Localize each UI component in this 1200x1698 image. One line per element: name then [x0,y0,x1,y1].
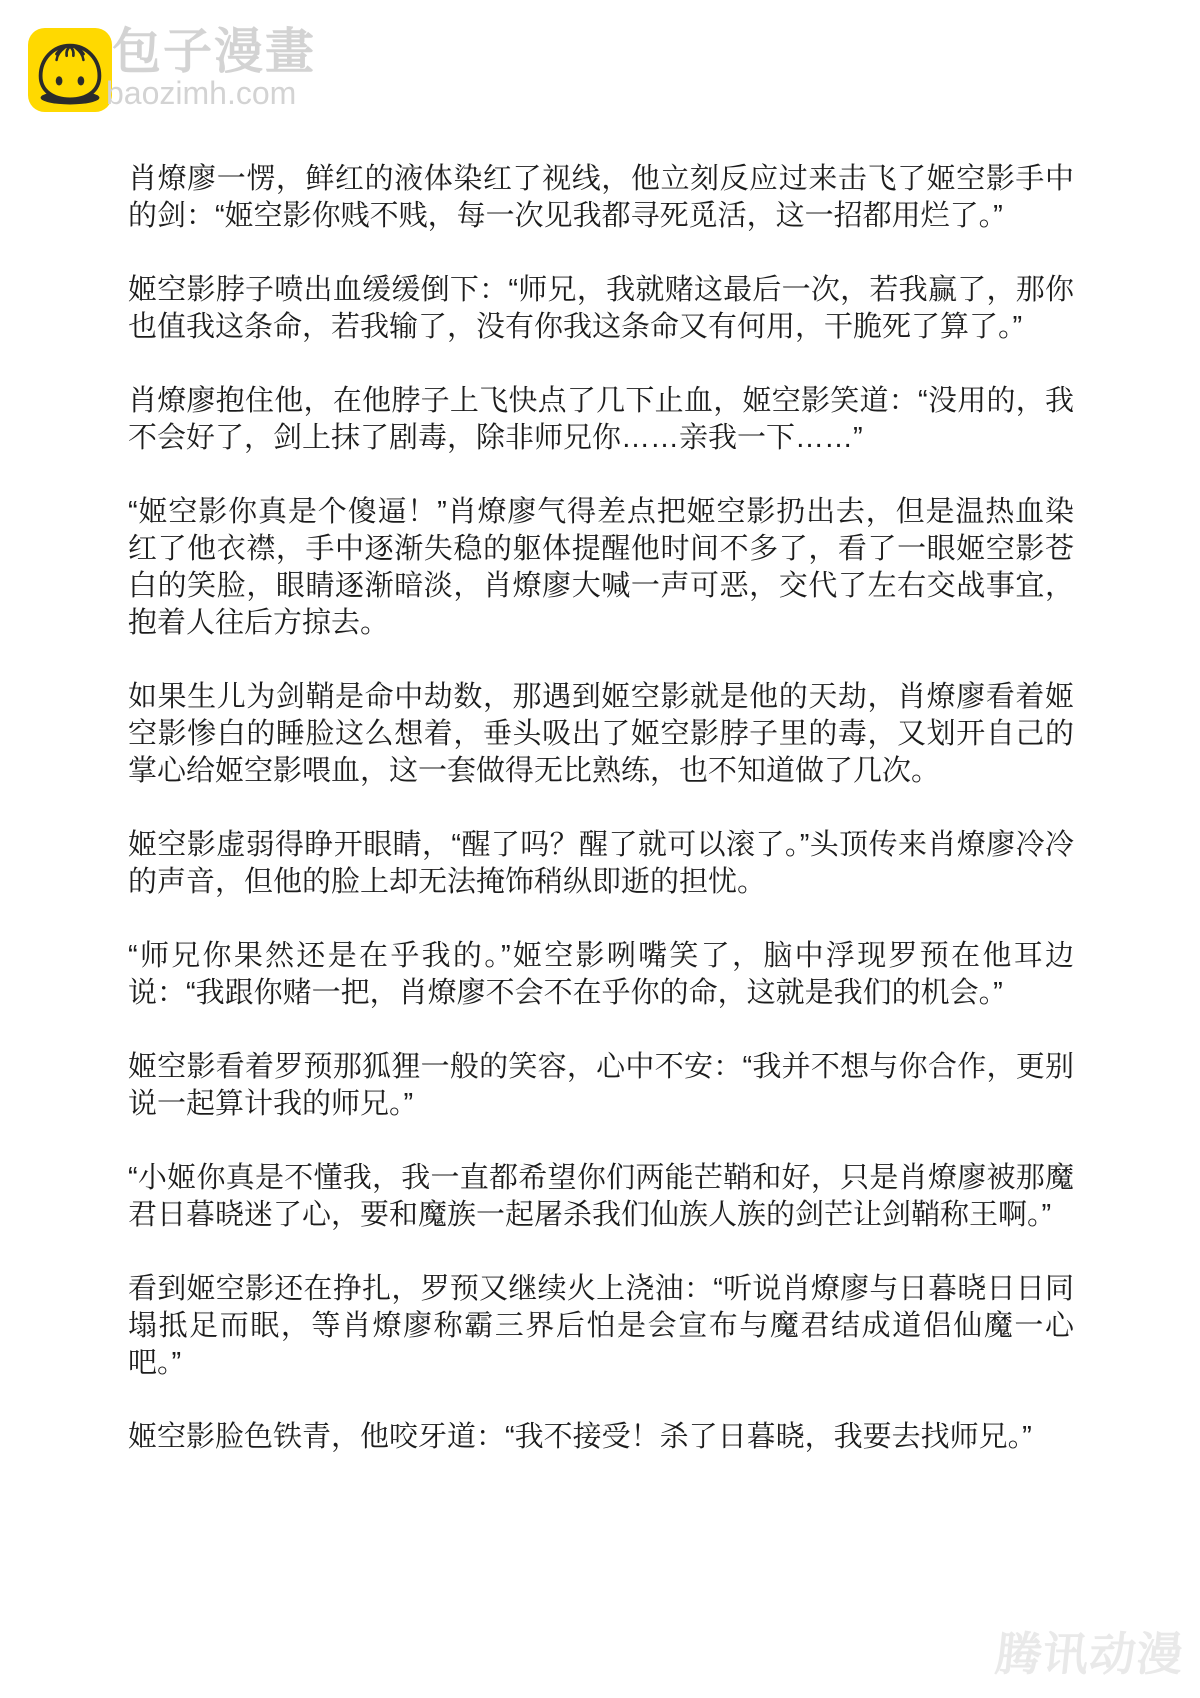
story-paragraph: “姬空影你真是个傻逼！”肖燎廖气得差点把姬空影扔出去，但是温热血染红了他衣襟，手中逐渐失稳的躯体提醒他时间不多了，看了一眼姬空影苍白的笑脸，眼睛逐渐暗淡，肖燎廖大喊一声可恶，交代了左右交战事宜，抱着人往后方掠去。 [128,496,1074,639]
story-paragraph: “小姬你真是不懂我，我一直都希望你们两能芒鞘和好，只是肖燎廖被那魔君日暮晓迷了心，要和魔族一起屠杀我们仙族人族的剑芒让剑鞘称王啊。” [128,1162,1074,1231]
story-paragraph: 姬空影看着罗预那狐狸一般的笑容，心中不安：“我并不想与你合作，更别说一起算计我的师兄。” [128,1051,1074,1120]
story-paragraph: “师兄你果然还是在乎我的。”姬空影咧嘴笑了，脑中浮现罗预在他耳边说：“我跟你赌一把，肖燎廖不会不在乎你的命，这就是我们的机会。” [128,940,1074,1009]
story-paragraph: 姬空影虚弱得睁开眼睛，“醒了吗？醒了就可以滚了。”头顶传来肖燎廖冷冷的声音，但他的脸上却无法掩饰稍纵即逝的担忧。 [128,829,1074,898]
story-paragraph: 姬空影脖子喷出血缓缓倒下：“师兄，我就赌这最后一次，若我赢了，那你也值我这条命，若我输了，没有你我这条命又有何用，干脆死了算了。” [128,274,1074,343]
story-paragraph: 姬空影脸色铁青，他咬牙道：“我不接受！杀了日暮晓，我要去找师兄。” [128,1421,1032,1453]
site-domain: baozimh.com [106,75,297,111]
story-paragraph: 肖燎廖抱住他，在他脖子上飞快点了几下止血，姬空影笑道：“没用的，我不会好了，剑上抹了剧毒，除非师兄你……亲我一下……” [128,385,1074,454]
tencent-comics-watermark: 腾讯动漫 [992,1628,1187,1680]
story-paragraph: 看到姬空影还在挣扎，罗预又继续火上浇油：“听说肖燎廖与日暮晓日日同塌抵足而眠，等肖燎廖称霸三界后怕是会宣布与魔君结成道侣仙魔一心吧。” [128,1273,1074,1379]
story-text [128,161,1074,1493]
baozi-bun-icon [28,28,112,112]
site-name: 包子漫畫 [112,25,317,79]
story-paragraph: 肖燎廖一愣，鲜红的液体染红了视线，他立刻反应过来击飞了姬空影手中的剑：“姬空影你贱不贱，每一次见我都寻死觅活，这一招都用烂了。” [128,163,1074,232]
story-paragraph: 如果生儿为剑鞘是命中劫数，那遇到姬空影就是他的天劫，肖燎廖看着姬空影惨白的睡脸这么想着，垂头吸出了姬空影脖子里的毒，又划开自己的掌心给姬空影喂血，这一套做得无比熟练，也不知道做了几次。 [128,681,1074,787]
